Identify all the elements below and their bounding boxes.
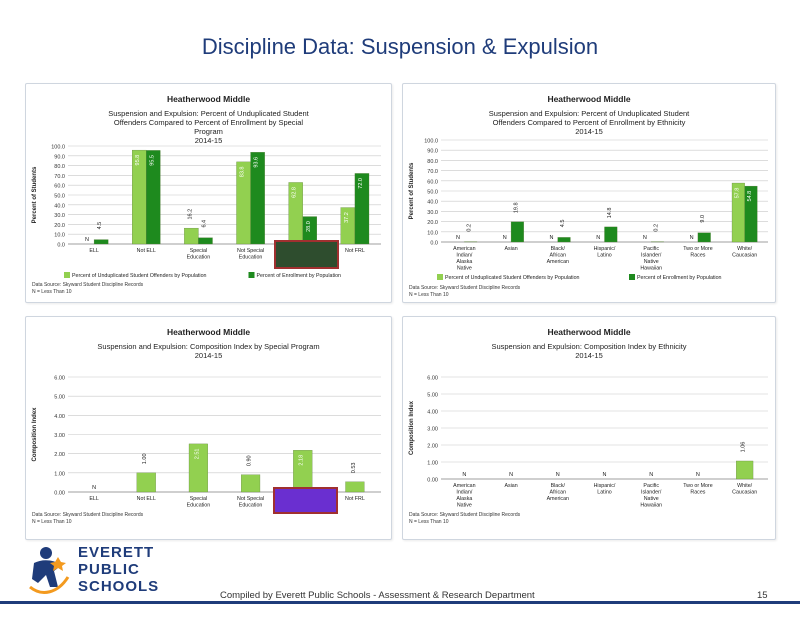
y-tick-label: 30.0 [54,213,65,220]
y-tick-label: 3.00 [54,433,65,439]
bar-data-label: N [695,472,700,478]
chart-special-program-percent [26,84,391,302]
y-tick-label: 100.0 [51,144,65,151]
y-tick-label: 3.00 [427,426,438,433]
y-tick-label: 60.0 [427,179,438,186]
y-tick-label: 5.00 [54,394,65,401]
x-tick-label: Not ELL [136,496,156,502]
x-tick-label: Races [690,489,706,496]
bar-data-label: 1.00 [142,453,149,465]
legend-label: Percent of Enrollment by Population [256,273,342,279]
y-axis-label: Composition Index [32,407,38,462]
x-tick-label: African [549,489,567,496]
bar-data-label: 0.2 [653,223,660,232]
x-tick-label: Native [456,502,472,509]
chart-panel-ethnicity-index [402,316,776,540]
x-tick-label: Hawaiian [640,265,663,272]
y-tick-label: 2.00 [427,443,438,450]
chart-subtitle-line: Suspension and Expulsion: Composition Index by Special Program [97,342,320,351]
legend-swatch [249,272,255,278]
bar [184,228,198,244]
bar [558,237,571,242]
bar-data-label: N [596,235,601,241]
x-tick-label: Special [189,248,208,254]
x-tick-label: Not Special [237,496,265,502]
y-axis-label: Percent of Students [409,162,415,220]
y-tick-label: 50.0 [54,193,65,200]
x-tick-label: Pacific [643,483,660,489]
slide-title: Discipline Data: Suspension & Expulsion [201,34,599,59]
page-number: 15 [757,590,768,601]
x-tick-label: Alaska [456,259,473,265]
bar-data-label: 2.51 [194,448,201,460]
y-tick-label: 20.0 [54,222,65,229]
chart-note: N = Less Than 10 [409,292,449,298]
y-tick-label: 2.00 [54,452,65,459]
y-tick-label: 6.00 [427,375,438,382]
legend-swatch [437,274,443,280]
x-tick-label: Asian [504,246,518,252]
bar-data-label: 16.2 [187,208,194,220]
chart-subtitle-line: Offenders Compared to Percent of Enrollment by Special [113,118,304,127]
logo-word-3: SCHOOLS [78,578,160,595]
x-tick-label: American [453,246,476,252]
chart-panel-ethnicity-percent [402,83,776,303]
bar-data-label: 57.8 [734,187,741,199]
x-tick-label: Black/ [550,246,566,252]
x-tick-label: Islander/ [641,489,662,496]
x-tick-label: American [453,483,476,489]
bar-data-label: 54.8 [746,190,753,202]
legend-label: Percent of Unduplicated Student Offenders by Population [72,273,207,279]
chart-note: N = Less Than 10 [32,289,72,295]
y-tick-label: 6.00 [54,375,65,382]
x-tick-label: Indian/ [456,252,473,259]
x-tick-label: Black/ [550,483,566,489]
bar-data-label: 28.0 [305,221,312,232]
redaction-box-top [274,240,339,269]
x-tick-label: Education [186,254,211,261]
bar-data-label: 19.8 [513,202,520,214]
y-tick-label: 5.00 [427,392,438,399]
chart-year: 2014-15 [575,351,603,360]
logo-figure-icon [28,543,76,601]
chart-subtitle-line: Suspension and Expulsion: Composition Index by Ethnicity [491,342,687,351]
logo-word-2: PUBLIC [78,561,140,578]
bar-data-label: 0.2 [466,223,473,232]
footer-credit: Compiled by Everett Public Schools - Assessment & Research Department [220,590,535,601]
chart-note: Data Source: Skyward Student Discipline Records [409,512,521,518]
x-tick-label: African [549,252,567,259]
chart-subtitle-line: Suspension and Expulsion: Percent of Unduplicated Student [108,109,309,118]
y-tick-label: 20.0 [427,220,438,227]
bar [736,461,753,479]
bar-data-label: N [649,472,654,478]
legend-swatch [629,274,635,280]
y-tick-label: 100.0 [424,138,438,145]
chart-note: Data Source: Skyward Student Discipline Records [409,285,521,291]
y-tick-label: 1.00 [427,460,438,467]
bar-data-label: N [555,472,560,478]
x-tick-label: Not FRL [345,496,365,502]
y-tick-label: 90.0 [427,148,438,155]
x-tick-label: Native [456,265,472,272]
bar [241,475,260,492]
x-tick-label: Native [643,496,659,502]
y-tick-label: 70.0 [427,169,438,176]
y-tick-label: 50.0 [427,189,438,196]
redaction-box-bottom [273,487,338,514]
chart-title: Heatherwood Middle [547,327,631,337]
x-tick-label: Latino [597,489,612,496]
x-tick-label: Pacific [643,246,660,252]
y-tick-label: 40.0 [427,199,438,206]
x-tick-label: Special [189,496,208,502]
x-tick-label: White/ [737,483,753,489]
bar-data-label: 4.5 [97,221,104,230]
legend-swatch [64,272,70,278]
bar-data-label: N [509,472,514,478]
x-tick-label: Hispanic/ [593,246,616,252]
x-tick-label: Not Special [237,248,265,254]
bar-data-label: 14.8 [606,207,613,219]
y-tick-label: 0.0 [430,240,438,247]
bar-data-label: N [85,237,90,243]
bar-data-label: N [642,235,647,241]
bar-data-label: 95.5 [149,155,156,166]
x-tick-label: White/ [737,246,753,252]
y-tick-label: 60.0 [54,183,65,190]
x-tick-label: Caucasian [732,489,758,496]
bar-data-label: N [689,235,694,241]
y-tick-label: 80.0 [54,164,65,171]
bar-data-label: N [92,485,97,491]
bar-data-label: 9.0 [700,214,707,223]
y-tick-label: 90.0 [54,154,65,161]
x-tick-label: Education [186,502,211,509]
chart-panel-special-program-percent [25,83,392,303]
bar-data-label: 4.5 [560,219,567,228]
bar [198,238,212,244]
chart-title: Heatherwood Middle [166,94,251,104]
chart-ethnicity-percent [403,84,775,302]
y-axis-label: Composition Index [409,401,415,455]
legend-label: Percent of Unduplicated Student Offenders by Population [445,275,580,281]
y-tick-label: 70.0 [54,173,65,180]
bar [698,233,711,242]
bar [94,240,108,244]
y-tick-label: 4.00 [427,409,438,416]
x-tick-label: ELL [89,496,99,502]
bar-data-label: 0.90 [246,455,253,467]
y-tick-label: 0.00 [427,477,438,484]
chart-note: N = Less Than 10 [32,519,72,525]
x-tick-label: Alaska [456,496,473,502]
y-tick-label: 30.0 [427,209,438,216]
x-tick-label: Asian [504,483,518,489]
y-axis-label: Percent of Students [32,166,38,224]
chart-year: 2014-15 [194,136,223,145]
y-tick-label: 0.00 [54,490,65,497]
x-tick-label: Hispanic/ [593,483,616,489]
x-tick-label: Not ELL [136,248,156,254]
x-tick-label: Native [643,259,659,265]
chart-ethnicity-index [403,317,775,539]
logo-word-1: EVERETT [78,544,155,561]
bar-data-label: 93.6 [253,156,260,168]
y-tick-label: 0.0 [57,242,65,249]
x-tick-label: Two or More [683,246,713,252]
x-tick-label: American [546,259,569,265]
bar-data-label: 1.06 [740,441,747,453]
x-tick-label: American [546,496,569,502]
x-tick-label: Latino [597,252,612,259]
bar-data-label: 95.8 [135,154,142,166]
chart-subtitle-line: Offenders Compared to Percent of Enrollment by Ethnicity [492,118,686,127]
chart-subtitle-line: Program [194,127,223,136]
chart-year: 2014-15 [194,351,223,360]
x-tick-label: Indian/ [456,489,473,496]
y-tick-label: 10.0 [427,230,438,237]
y-tick-label: 4.00 [54,413,65,420]
chart-note: Data Source: Skyward Student Discipline Records [32,512,144,518]
bar [511,222,524,242]
bar-data-label: 62.8 [291,187,298,198]
bar-data-label: N [602,472,607,478]
bar [346,482,365,492]
bar-data-label: 37.2 [343,212,350,223]
x-tick-label: Islander/ [641,252,662,259]
y-tick-label: 10.0 [54,232,65,239]
y-tick-label: 40.0 [54,203,65,210]
x-tick-label: Two or More [683,483,713,489]
bar [137,473,156,492]
x-tick-label: Education [238,502,263,509]
legend-label: Percent of Enrollment by Population [637,275,722,281]
chart-title: Heatherwood Middle [166,327,251,337]
bar-data-label: N [502,235,507,241]
chart-note: Data Source: Skyward Student Discipline Records [32,282,144,288]
x-tick-label: Races [690,252,706,259]
chart-year: 2014-15 [575,127,603,136]
bar [605,227,618,242]
bar-data-label: 6.4 [201,219,208,228]
x-tick-label: ELL [89,248,99,254]
x-tick-label: Caucasian [732,252,758,259]
chart-title: Heatherwood Middle [547,94,631,104]
bar-data-label: 83.8 [239,166,246,178]
everett-public-schools-logo [28,543,168,599]
bar-data-label: 2.18 [298,454,305,466]
y-tick-label: 1.00 [54,471,65,478]
bar-data-label: N [456,235,461,241]
x-tick-label: Hawaiian [640,502,663,509]
chart-note: N = Less Than 10 [409,519,449,525]
chart-subtitle-line: Suspension and Expulsion: Percent of Unduplicated Student [488,109,690,118]
bar-data-label: N [462,472,467,478]
bar-data-label: 72.0 [357,178,364,189]
x-tick-label: Education [238,254,263,261]
bar-data-label: 0.53 [350,462,357,474]
y-tick-label: 80.0 [427,158,438,165]
x-tick-label: Not FRL [345,248,365,254]
footer-rule [0,601,800,604]
bar-data-label: N [549,235,554,241]
